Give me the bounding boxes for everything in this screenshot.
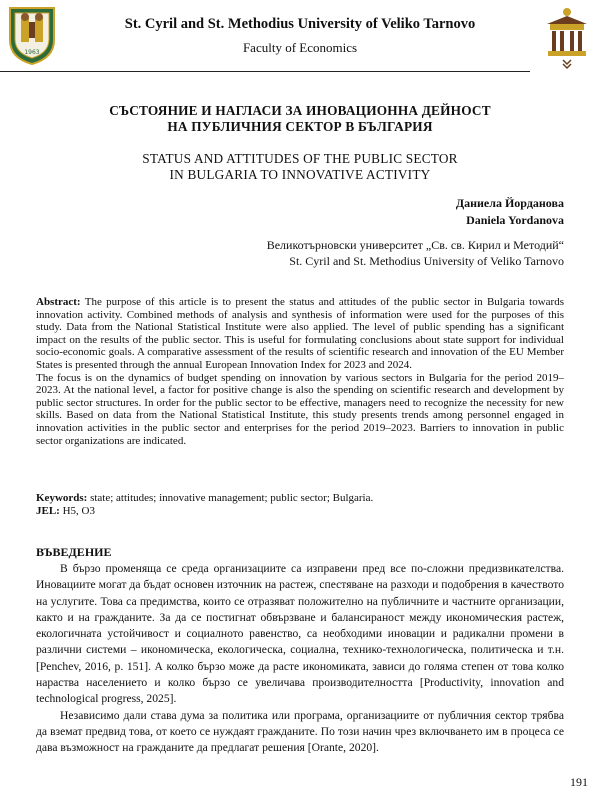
author-name-en: Daniela Yordanova bbox=[466, 213, 564, 227]
faculty-name: Faculty of Economics bbox=[242, 40, 358, 55]
abstract-text-1: The purpose of this article is to present the status and attitudes of the public sector in Bulgaria towards innovation activity. Combined methods of analysis and synthesis of information were used for the purposes of this study. Data from the National Statistical Institute were also applied. The level of public spending has a significant impact on the results of the public sector. This is useful for formulating conclusions about state support for individual socio-economic goals. A comparative assessment of the results of scientific research and innovation of the EU Member States is presented through the annual European Innovation Index for 2023 and 2024. bbox=[36, 296, 564, 371]
jel-codes bbox=[36, 505, 564, 518]
introduction-paragraph-2: Независимо дали става дума за политика или програма, организациите от публичния сектор трябва да вземат предвид това, от което се нуждаят гражданите. По този начин чрез включването им в процеса се дава възможност на гражданите да предлагат решения [Orante, 2020]. bbox=[36, 708, 564, 755]
introduction-body bbox=[36, 561, 564, 757]
header-divider bbox=[0, 71, 530, 72]
keywords-label: Keywords: bbox=[36, 492, 88, 504]
abstract bbox=[36, 296, 564, 447]
affiliation-en: St. Cyril and St. Methodius University of Veliko Tarnovo bbox=[289, 254, 564, 268]
title-bg-line-2: НА ПУБЛИЧНИЯ СЕКТОР В БЪЛГАРИЯ bbox=[167, 119, 433, 134]
introduction-paragraph-1: В бързо променяща се среда организациите са изправени пред все по-сложни предизвикателства. Иновациите могат да бъдат основен източник на растеж, спестяване на разходи и подобрения в качеството на услугите. Това са предимства, които се отразяват положително на публичните и частните организации, както и на гражданите. За да се постигнат обвързване и балансираност между икономическия растеж, екологичната устойчивост и социалното равенство, са необходими иновации и радикални промени в различни системи – икономическа, екологическа, социална, технико-технологическа, политическа и т.н. [Penchev, 2016, p. 151]. А колко бързо може да расте икономиката, зависи до голяма степен от това колко нараства населението и колко бързо се увеличава производителността [Productivity, innovation and technological progress, 2025]. bbox=[36, 562, 564, 706]
keywords bbox=[36, 492, 564, 505]
keywords-text: state; attitudes; innovative management; public sector; Bulgaria. bbox=[90, 492, 374, 504]
jel-text: H5, O3 bbox=[62, 505, 95, 517]
title-en-line-1: STATUS AND ATTITUDES OF THE PUBLIC SECTOR bbox=[142, 151, 458, 166]
title-bg-line-1: СЪСТОЯНИЕ И НАГЛАСИ ЗА ИНОВАЦИОННА ДЕЙНОСТ bbox=[109, 103, 491, 118]
university-name: St. Cyril and St. Methodius University of Veliko Tarnovo bbox=[124, 16, 476, 32]
faculty-logo bbox=[541, 4, 593, 70]
crest-year: 1963 bbox=[24, 49, 40, 56]
introduction-heading: ВЪВЕДЕНИЕ bbox=[36, 545, 112, 559]
page-number: 191 bbox=[570, 775, 588, 789]
university-crest-logo bbox=[6, 4, 58, 66]
title-en-line-2: IN BULGARIA TO INNOVATIVE ACTIVITY bbox=[169, 167, 431, 182]
title-english bbox=[60, 151, 540, 183]
page-header bbox=[0, 0, 600, 78]
abstract-label: Abstract: bbox=[36, 296, 81, 308]
author-name-bg: Даниела Йорданова bbox=[455, 196, 564, 210]
abstract-paragraph-2: The focus is on the dynamics of budget spending on innovation by various sectors in Bulgaria for the period 2019–2023. At the national level, a factor for positive change is also the spending on scientific research and development by public sector structures. In order for the public sector to be effective, managers need to recognize the necessity for new skills. Based on data from the National Statistical Institute, this study presents trends among personnel engaged in innovation activities in the public sector and enterprises for the period 2019–2023. Barriers to innovation in public sector organizations are indicated. bbox=[36, 371, 564, 447]
abstract-paragraph-1 bbox=[36, 296, 564, 372]
jel-label: JEL: bbox=[36, 505, 60, 517]
title-bulgarian bbox=[60, 103, 540, 135]
affiliation-bg: Великотърновски университет „Св. св. Кирил и Методий“ bbox=[266, 238, 564, 252]
